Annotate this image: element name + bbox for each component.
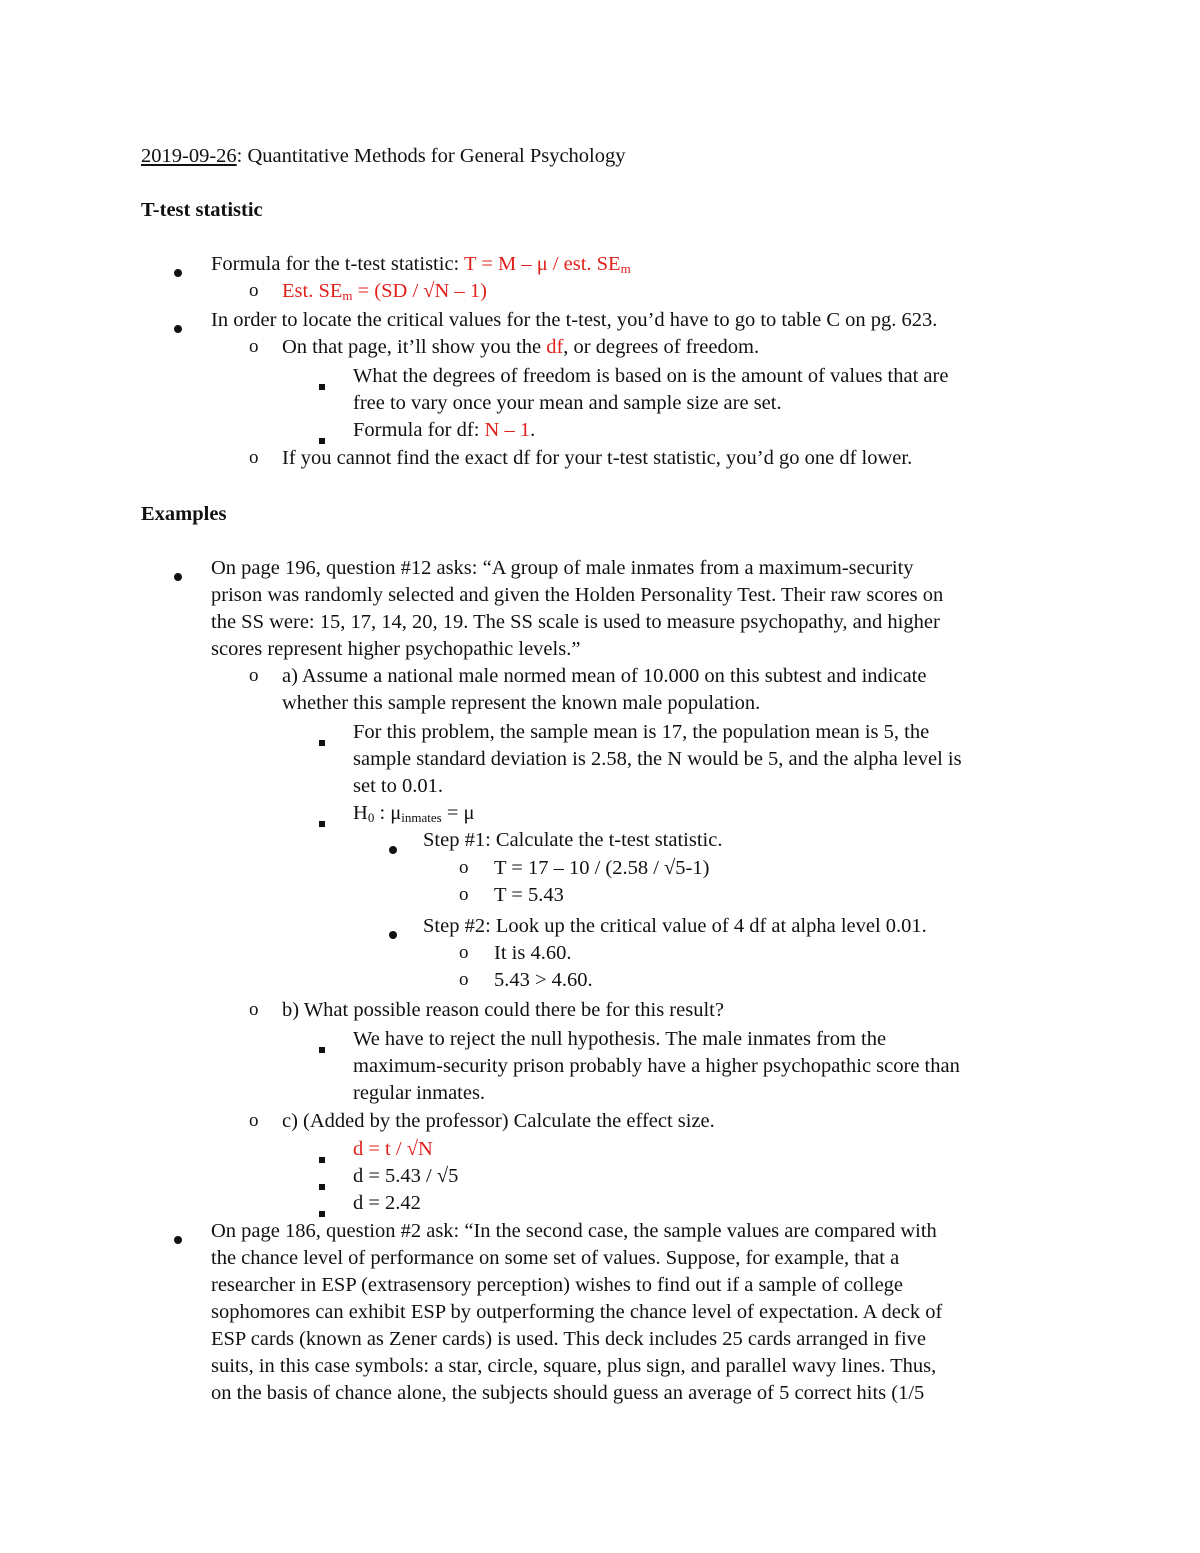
list-item: It is 4.60. (494, 942, 572, 964)
list-item: suits, in this case symbols: a star, circle, square, plus sign, and parallel wavy lines. Thus, (211, 1355, 937, 1377)
list-item: Est. $SE_m = (SD / √N - 1)$ (282, 280, 487, 303)
list-item: On page 186, question #2 ask: “In the second case, the sample values are compared with (211, 1220, 937, 1242)
list-item: d = t / √N (353, 1138, 433, 1160)
bullet-dot-icon (389, 835, 397, 862)
list-item: On page 196, question #12 asks: “A group of male inmates from a maximum-security (211, 557, 914, 579)
section-heading-ttest: T-test statistic (141, 199, 263, 221)
bullet-square-icon (319, 371, 325, 398)
bullet-dot-icon (174, 258, 182, 285)
list-item: Step #1: Calculate the t-test statistic. (423, 829, 723, 851)
list-item: maximum-security prison probably have a higher psychopathic score than (353, 1055, 960, 1077)
list-item: prison was randomly selected and given the Holden Personality Test. Their raw scores on (211, 584, 944, 606)
list-item: free to vary once your mean and sample size are set. (353, 392, 782, 414)
list-item: In order to locate the critical values for the t-test, you’d have to go to table C on pg. 623. (211, 309, 938, 331)
bullet-circle-icon: o (459, 969, 469, 990)
bullet-circle-icon: o (249, 280, 259, 301)
list-item: On that page, it’ll show you the df, or degrees of freedom. (282, 336, 760, 358)
list-item: the SS were: 15, 17, 14, 20, 19. The SS scale is used to measure psychopathy, and higher (211, 611, 940, 633)
bullet-dot-icon (174, 1225, 182, 1252)
bullet-square-icon (319, 1171, 325, 1198)
bullet-circle-icon: o (249, 999, 259, 1020)
list-item: b) What possible reason could there be for this result? (282, 999, 724, 1021)
bullet-circle-icon: o (249, 336, 259, 357)
bullet-square-icon (319, 1034, 325, 1061)
list-item: sophomores can exhibit ESP by outperforming the chance level of expectation. A deck of (211, 1301, 943, 1323)
list-item: sample standard deviation is 2.58, the N would be 5, and the alpha level is (353, 748, 962, 770)
list-item: T = 17 – 10 / (2.58 / √5-1) (494, 857, 710, 879)
list-item: ESP cards (known as Zener cards) is used. This deck includes 25 cards arranged in five (211, 1328, 927, 1350)
bullet-circle-icon: o (459, 942, 469, 963)
list-item: the chance level of performance on some set of values. Suppose, for example, that a (211, 1247, 900, 1269)
bullet-circle-icon: o (459, 857, 469, 878)
bullet-dot-icon (174, 562, 182, 589)
list-item: on the basis of chance alone, the subjects should guess an average of 5 correct hits (1/5 (211, 1382, 925, 1404)
list-item: scores represent higher psychopathic levels.” (211, 638, 581, 660)
bullet-circle-icon: o (249, 1110, 259, 1131)
list-item: a) Assume a national male normed mean of 10.000 on this subtest and indicate (282, 665, 927, 687)
date: 2019-09-26 (141, 145, 237, 167)
bullet-square-icon (319, 808, 325, 835)
bullet-circle-icon: o (459, 884, 469, 905)
list-item: We have to reject the null hypothesis. The male inmates from the (353, 1028, 887, 1050)
bullet-circle-icon: o (249, 447, 259, 468)
bullet-square-icon (319, 727, 325, 754)
list-item: 5.43 > 4.60. (494, 969, 593, 991)
list-item: set to 0.01. (353, 775, 443, 797)
list-item: For this problem, the sample mean is 17, the population mean is 5, the (353, 721, 930, 743)
list-item: If you cannot find the exact df for your t-test statistic, you’d go one df lower. (282, 447, 913, 469)
bullet-dot-icon (389, 920, 397, 947)
list-item: whether this sample represent the known male population. (282, 692, 761, 714)
list-item: c) (Added by the professor) Calculate the effect size. (282, 1110, 715, 1132)
page-title: 2019-09-26: Quantitative Methods for General Psychology (141, 145, 626, 167)
list-item: Formula for df: N – 1. (353, 419, 536, 441)
section-heading-examples: Examples (141, 503, 227, 525)
bullet-square-icon (319, 1144, 325, 1171)
list-item: Formula for the t-test statistic: T = M – μ / est. $SE_m$ (211, 253, 631, 276)
list-item: researcher in ESP (extrasensory perception) wishes to find out if a sample of college (211, 1274, 904, 1296)
list-item: $H_0$ : $\mu_{inmates} = \mu$ (353, 802, 475, 825)
list-item: Step #2: Look up the critical value of 4 df at alpha level 0.01. (423, 915, 927, 937)
list-item: regular inmates. (353, 1082, 486, 1104)
bullet-dot-icon (174, 314, 182, 341)
list-item: T = 5.43 (494, 884, 564, 906)
bullet-circle-icon: o (249, 665, 259, 686)
list-item: d = 2.42 (353, 1192, 421, 1214)
list-item: d = 5.43 / √5 (353, 1165, 459, 1187)
list-item: What the degrees of freedom is based on is the amount of values that are (353, 365, 949, 387)
